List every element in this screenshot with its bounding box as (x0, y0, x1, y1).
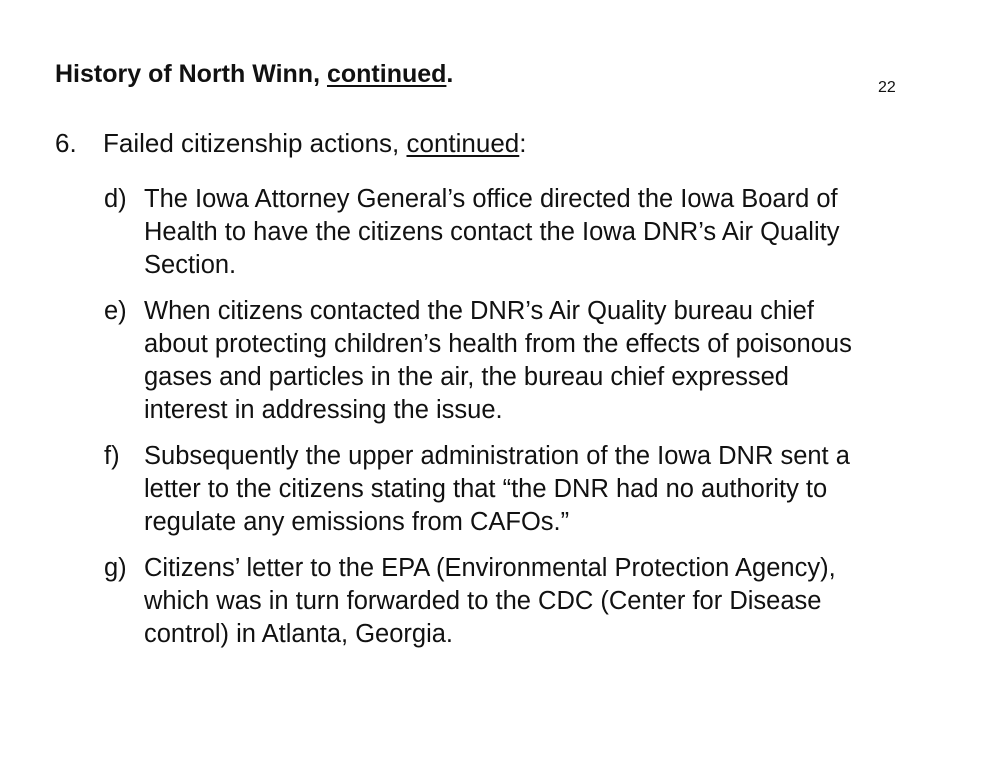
title-text: History of North Winn, (55, 60, 327, 88)
section-end: : (519, 128, 527, 158)
item-text: Citizens’ letter to the EPA (Environmental Protection Agency), which was in turn forwarded to the CDC (Center for Disease control) in Atlanta, Georgia. (144, 554, 836, 648)
title-underlined-text: continued (326, 60, 447, 88)
item-label: e) (104, 297, 127, 325)
item-text: Subsequently the upper administration of the Iowa DNR sent a letter to the citizens stating that “the DNR had no authority to regulate any emissions from CAFOs.” (144, 442, 850, 536)
slide-title (55, 58, 453, 90)
item-label: g) (104, 554, 127, 582)
section-heading (55, 126, 526, 160)
item-label: f) (104, 442, 120, 470)
list-item (104, 552, 964, 651)
section-underlined-text: continued (406, 128, 520, 158)
title-end: . (446, 60, 454, 88)
page-number: 22 (878, 79, 896, 96)
item-text: When citizens contacted the DNR’s Air Quality bureau chief about protecting children’s health from the effects of poisonous gases and particles in the air, the bureau chief expressed interest in addressing the issue. (144, 297, 852, 424)
section-number: 6. (55, 128, 77, 158)
list-item (104, 295, 964, 427)
item-list (104, 183, 964, 651)
item-label: d) (104, 185, 127, 213)
list-item (104, 440, 964, 539)
item-text: The Iowa Attorney General’s office directed the Iowa Board of Health to have the citizens contact the Iowa DNR’s Air Quality Section. (144, 185, 840, 279)
section-text: Failed citizenship actions, (103, 128, 407, 158)
list-item (104, 183, 964, 282)
